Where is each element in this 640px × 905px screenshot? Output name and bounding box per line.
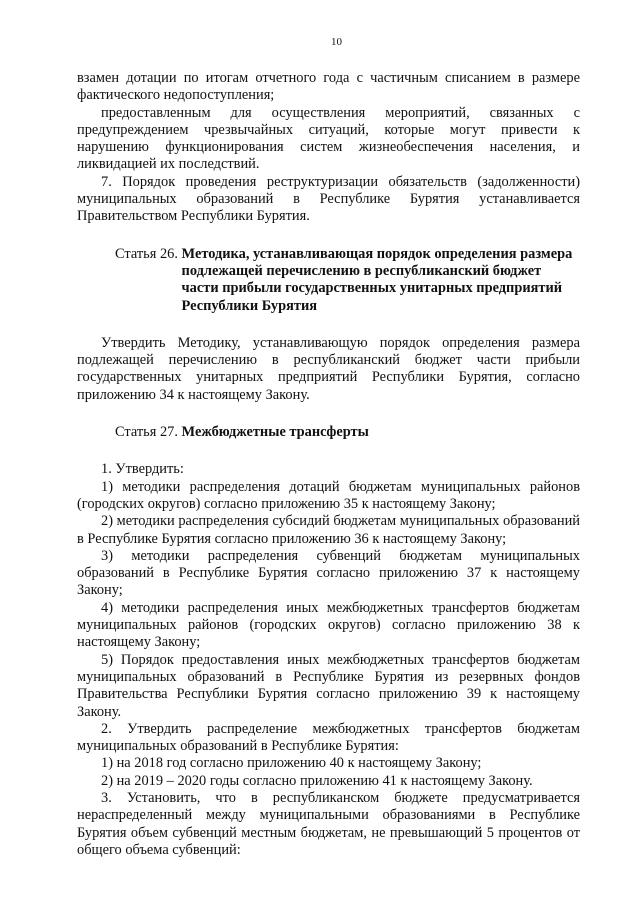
spacer: [77, 315, 580, 335]
article-27-item: 2. Утвердить распределение межбюджетных трансфертов бюджетам муниципальных образований в Республике Бурятия:: [77, 720, 580, 755]
article-26-title: Методика, устанавливающая порядок определения размера подлежащей перечислению в республиканский бюджет части прибыли государственных унитарных предприятий Республики Бурятия: [181, 245, 573, 314]
article-27-item: 3. Установить, что в республиканском бюджете предусматривается нераспределенный между муниципальными образованиями в Республике Бурятия объем субвенций местным бюджетам, не превышающий 5 процентов от общего объема субвенций:: [77, 789, 580, 858]
article-27-item: 2) на 2019 – 2020 годы согласно приложению 41 к настоящему Закону.: [101, 772, 533, 789]
article-27-item: 4) методики распределения иных межбюджетных трансфертов бюджетам муниципальных районов (городских округов) согласно приложению 38 к настоящему Закону;: [77, 599, 580, 651]
spacer: [77, 226, 580, 246]
article-26-label: Статья 26.: [115, 245, 182, 262]
article-27-heading: [115, 424, 580, 441]
article-27-item: 2) методики распределения субсидий бюджетам муниципальных образований в Республике Бурятия согласно приложению 36 к настоящему Закону;: [77, 513, 580, 547]
article-27-item: 1) на 2018 год согласно приложению 40 к настоящему Закону;: [101, 755, 482, 772]
article-27-title: Межбюджетные трансферты: [181, 424, 369, 441]
spacer: [77, 404, 580, 424]
paragraph-emergency: предоставленным для осуществления мероприятий, связанных с предупреждением чрезвычайных ситуаций, которые могут привести к нарушению функционирования систем жизнеобеспечения населения, и ликвидацией их последствий.: [77, 104, 580, 173]
article-27-item: 1. Утвердить:: [101, 461, 184, 478]
spacer: [77, 441, 580, 461]
article-27-label: Статья 27.: [115, 424, 182, 441]
article-27-item: 5) Порядок предоставления иных межбюджетных трансфертов бюджетам муниципальных образований в Республике Бурятия из резервных фондов Правительства Республики Бурятия согласно приложению 39 к настоящему Закону.: [77, 651, 580, 720]
paragraph-restructuring: 7. Порядок проведения реструктуризации обязательств (задолженности) муниципальных образований в Республике Бурятия устанавливается Правительством Республики Бурятия.: [77, 173, 580, 225]
page-number: 10: [331, 36, 342, 48]
article-26-heading: [115, 246, 580, 315]
article-27-item: 1) методики распределения дотаций бюджетам муниципальных районов (городских округов) согласно приложению 35 к настоящему Закону;: [77, 478, 580, 512]
paragraph-subsidy-cont: взамен дотации по итогам отчетного года с частичным списанием в размере фактического недопоступления;: [77, 70, 580, 104]
article-27-item: 3) методики распределения субвенций бюджетам муниципальных образований в Республике Бурятия согласно приложению 37 к настоящему Закону;: [77, 547, 580, 599]
article-26-text: Утвердить Методику, устанавливающую порядок определения размера подлежащей перечислению в республиканский бюджет части прибыли государственных унитарных предприятий Республики Бурятия, согласно приложению 34 к настоящему Закону.: [77, 334, 580, 403]
